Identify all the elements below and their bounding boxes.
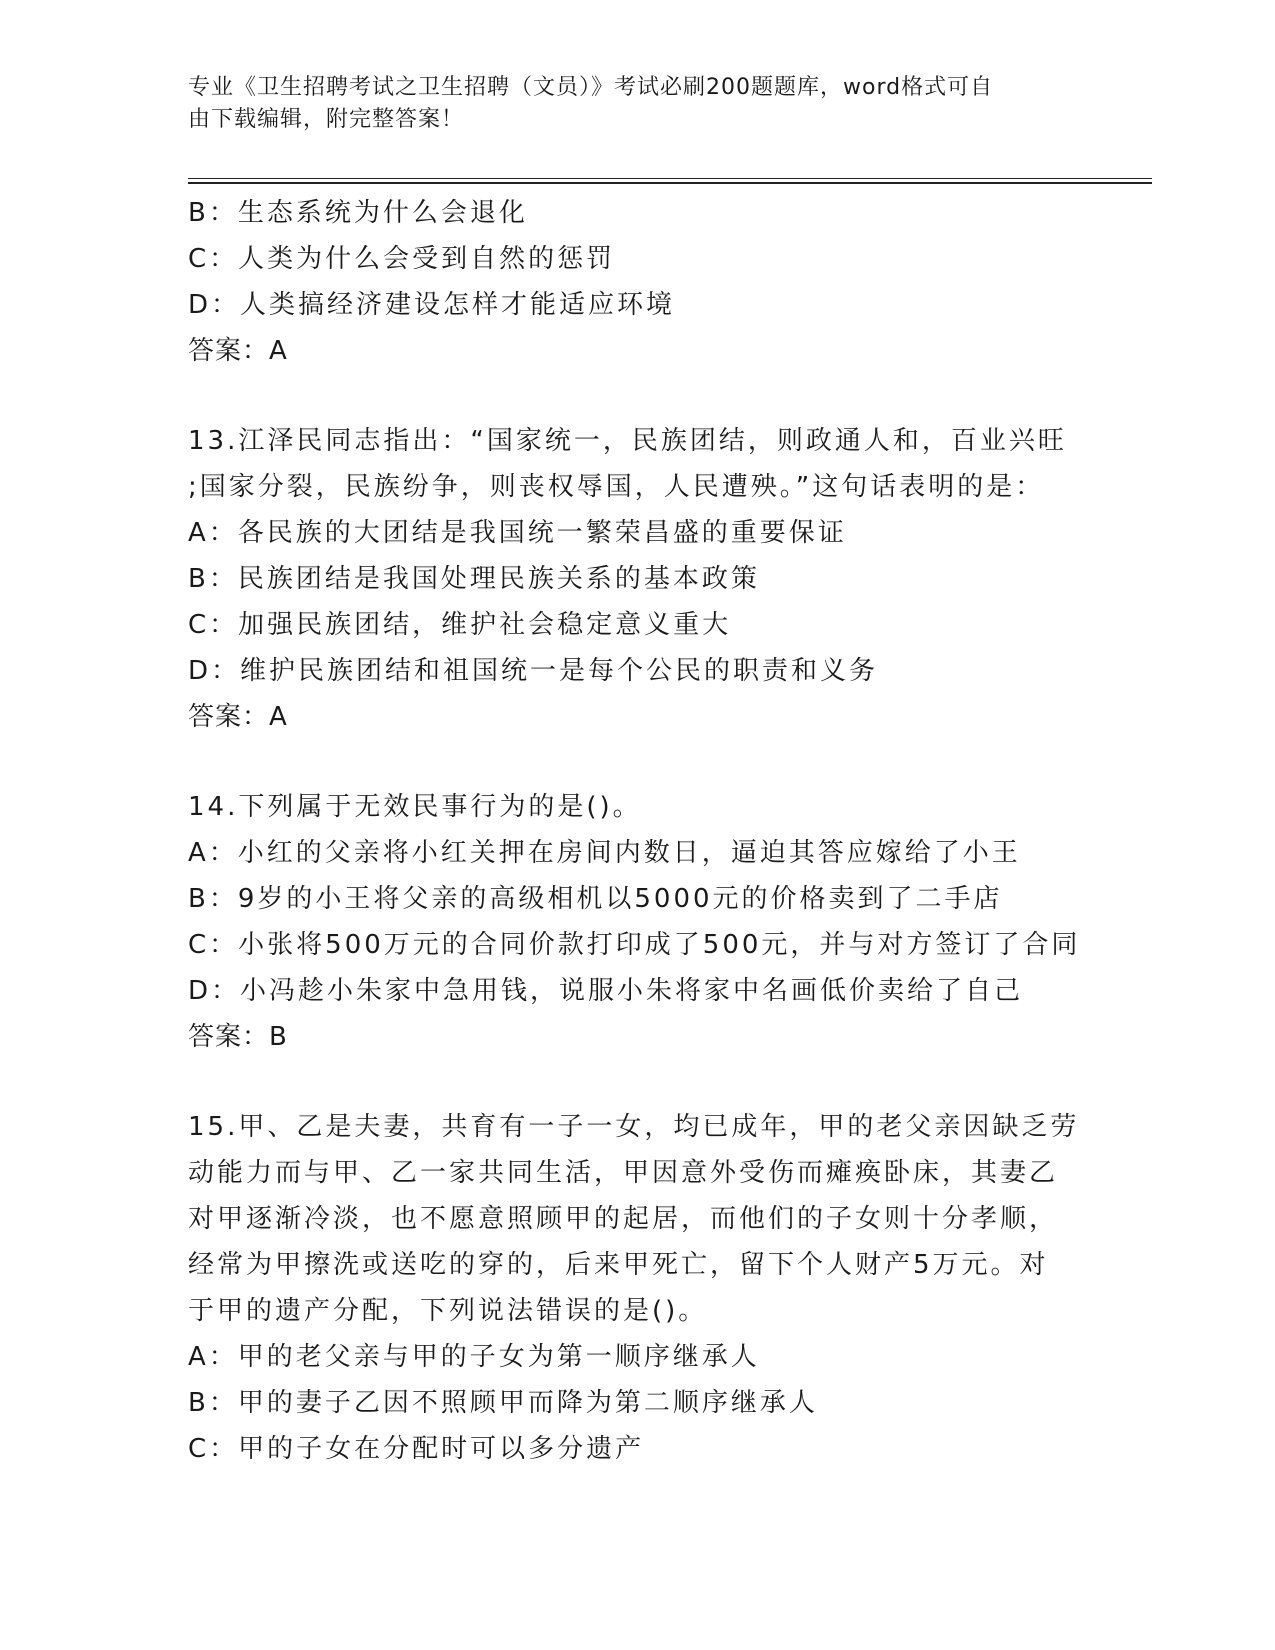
question-14 xyxy=(188,784,1088,1060)
question-text-line: 动能力而与甲、乙一家共同生活，甲因意外受伤而瘫痪卧床，其妻乙 xyxy=(188,1158,1059,1188)
question-12-continued xyxy=(188,190,1088,374)
answer: 答案：B xyxy=(188,1022,288,1052)
question-text-line: 14.下列属于无效民事行为的是()。 xyxy=(188,792,642,822)
option-b: B：生态系统为什么会退化 xyxy=(188,198,528,228)
question-text-line: 经常为甲擦洗或送吃的穿的，后来甲死亡，留下个人财产5万元。对 xyxy=(188,1250,1049,1280)
option-a: A：甲的老父亲与甲的子女为第一顺序继承人 xyxy=(188,1342,760,1372)
document-header xyxy=(188,72,1088,136)
question-text-line: ;国家分裂，民族纷争，则丧权辱国，人民遭殃。”这句话表明的是： xyxy=(188,472,1045,502)
option-b: B：甲的妻子乙因不照顾甲而降为第二顺序继承人 xyxy=(188,1388,818,1418)
question-text-line: 对甲逐渐冷淡，也不愿意照顾甲的起居，而他们的子女则十分孝顺， xyxy=(188,1204,1059,1234)
header-line-1: 专业《卫生招聘考试之卫生招聘（文员）》考试必刷200题题库，word格式可自 xyxy=(188,75,994,100)
header-line-2: 由下载编辑，附完整答案！ xyxy=(188,107,465,132)
option-d: D：小冯趁小朱家中急用钱，说服小朱将家中名画低价卖给了自己 xyxy=(188,976,1024,1006)
option-c: C：小张将500万元的合同价款打印成了500元，并与对方签订了合同 xyxy=(188,930,1081,960)
option-b: B：民族团结是我国处理民族关系的基本政策 xyxy=(188,564,760,594)
option-a: A：各民族的大团结是我国统一繁荣昌盛的重要保证 xyxy=(188,518,847,548)
header-rule-thick xyxy=(188,182,1152,184)
option-b: B：9岁的小王将父亲的高级相机以5000元的价格卖到了二手店 xyxy=(188,884,1003,914)
question-15 xyxy=(188,1104,1088,1472)
option-d: D：人类搞经济建设怎样才能适应环境 xyxy=(188,290,676,320)
question-text-line: 于甲的遗产分配，下列说法错误的是()。 xyxy=(188,1296,708,1326)
option-a: A：小红的父亲将小红关押在房间内数日，逼迫其答应嫁给了小王 xyxy=(188,838,1021,868)
question-content xyxy=(188,190,1088,1472)
answer: 答案：A xyxy=(188,336,288,366)
option-c: C：人类为什么会受到自然的惩罚 xyxy=(188,244,616,274)
question-text-line: 15.甲、乙是夫妻，共育有一子一女，均已成年，甲的老父亲因缺乏劳 xyxy=(188,1112,1080,1142)
question-13 xyxy=(188,418,1088,740)
answer: 答案：A xyxy=(188,702,288,732)
header-rule-thin xyxy=(188,178,1152,179)
option-c: C：加强民族团结，维护社会稳定意义重大 xyxy=(188,610,732,640)
option-d: D：维护民族团结和祖国统一是每个公民的职责和义务 xyxy=(188,656,879,686)
option-c: C：甲的子女在分配时可以多分遗产 xyxy=(188,1434,645,1464)
question-text-line: 13.江泽民同志指出：“国家统一，民族团结，则政通人和，百业兴旺 xyxy=(188,426,1067,456)
